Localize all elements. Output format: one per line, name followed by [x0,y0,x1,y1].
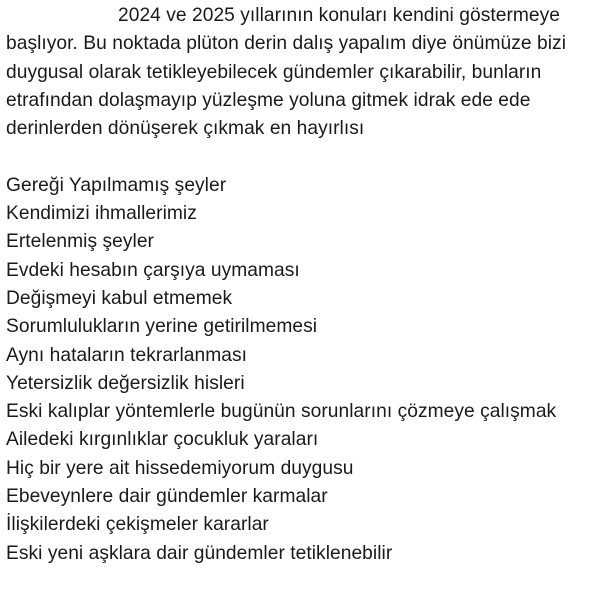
list-item: Gereği Yapılmamış şeyler [6,174,227,196]
list-item: Eski yeni aşklara dair gündemler tetiklenebilir [6,542,393,564]
intro-paragraph: 2024 ve 2025 yıllarının konuları kendini göstermeye başlıyor. Bu noktada plüton derin dalış yapalım diye önümüze bizi duygusal olarak tetikleyebilecek gündemler çıkarabilir, bunların etrafından dolaşmayıp yüzleşme yoluna gitmek idrak ede ede derinlerden dönüşerek çıkmak en hayırlısı [6,5,567,140]
document-body [6,2,604,568]
topic-list [6,172,604,568]
list-item: Sorumlulukların yerine getirilmemesi [6,316,318,338]
list-item: Evdeki hesabın çarşıya uymaması [6,259,300,281]
list-item: Ebeveynlere dair gündemler karmalar [6,486,328,508]
list-item: Ailedeki kırgınlıklar çocukluk yaraları [6,429,319,451]
list-item: Kendimizi ihmallerimiz [6,203,197,225]
list-item: Değişmeyi kabul etmemek [6,287,233,309]
list-item: İlişkilerdeki çekişmeler kararlar [6,514,269,536]
list-item: Aynı hataların tekrarlanması [6,344,248,366]
list-item: Yetersizlik değersizlik hisleri [6,372,245,394]
list-item: Eski kalıplar yöntemlerle bugünün sorunlarını çözmeye çalışmak [6,401,557,423]
list-item: Hiç bir yere ait hissedemiyorum duygusu [6,457,354,479]
paragraph-spacer [6,143,604,171]
list-item: Ertelenmiş şeyler [6,231,154,253]
